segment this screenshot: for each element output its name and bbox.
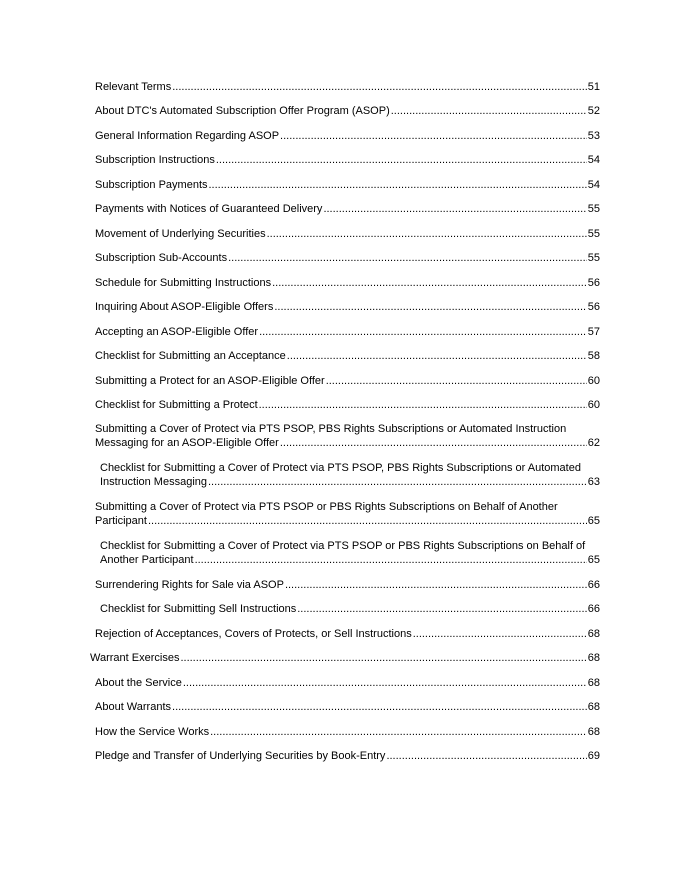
toc-entry-page: 57: [587, 326, 600, 338]
toc-entry-checklist-protect[interactable]: [95, 398, 600, 412]
toc-entry-warrant-exercises[interactable]: [90, 651, 600, 665]
toc-entry-page: 54: [587, 154, 600, 166]
toc-entry-page: 53: [587, 130, 600, 142]
dot-leader: [274, 300, 586, 314]
toc-entry-how-service-works[interactable]: [95, 725, 600, 739]
toc-entry-page: 55: [587, 252, 600, 264]
dot-leader: [280, 129, 587, 143]
dot-leader: [148, 514, 587, 528]
dot-leader: [210, 725, 587, 739]
dot-leader: [326, 374, 587, 388]
toc-entry-page: 60: [587, 399, 600, 411]
dot-leader: [209, 178, 587, 192]
dot-leader: [285, 578, 587, 592]
toc-entry-about-dtc-asop[interactable]: [95, 104, 600, 118]
dot-leader: [287, 349, 587, 363]
toc-entry-title: Rejection of Acceptances, Covers of Protects, or Sell Instructions: [95, 628, 412, 640]
dot-leader: [413, 627, 587, 641]
toc-entry-page: 51: [587, 81, 600, 93]
dot-leader: [259, 398, 587, 412]
toc-entry-rejection-of-acceptances[interactable]: [95, 627, 600, 641]
dot-leader: [259, 325, 587, 339]
dot-leader: [195, 553, 587, 567]
toc-entry-page: 66: [587, 603, 600, 615]
toc-entry-page: 55: [587, 228, 600, 240]
dot-leader: [172, 80, 587, 94]
toc-entry-page: 69: [587, 750, 600, 762]
dot-leader: [391, 104, 587, 118]
toc-entry-cover-of-protect-behalf[interactable]: [95, 500, 600, 528]
toc-entry-title: Schedule for Submitting Instructions: [95, 277, 272, 289]
toc-entry-page: 68: [587, 628, 600, 640]
toc-entry-page: 55: [587, 203, 600, 215]
toc-entry-title: Warrant Exercises: [90, 652, 180, 664]
dot-leader: [216, 153, 587, 167]
toc-entry-title-line2: Another Participant: [100, 554, 194, 566]
toc-entry-title: Subscription Instructions: [95, 154, 215, 166]
toc-entry-title: Surrendering Rights for Sale via ASOP: [95, 579, 284, 591]
dot-leader: [323, 202, 586, 216]
toc-entry-title: How the Service Works: [95, 726, 210, 738]
toc-entry-page: 58: [587, 350, 600, 362]
toc-entry-title-line1: Submitting a Cover of Protect via PTS PSOP, PBS Rights Subscriptions or Automated Instruction: [95, 423, 567, 435]
dot-leader: [183, 676, 587, 690]
toc-entry-title-line2: Participant: [95, 515, 147, 527]
toc-entry-checklist-acceptance[interactable]: [95, 349, 600, 363]
toc-entry-subscription-instructions[interactable]: [95, 153, 600, 167]
toc-entry-title: Accepting an ASOP-Eligible Offer: [95, 326, 259, 338]
dot-leader: [280, 436, 587, 450]
dot-leader: [297, 602, 587, 616]
toc-entry-page: 68: [587, 726, 600, 738]
toc-entry-title: Subscription Payments: [95, 179, 208, 191]
toc-entry-title-line1: Checklist for Submitting a Cover of Protect via PTS PSOP, PBS Rights Subscriptions or Automated: [100, 462, 581, 474]
toc-entry-title-line2: Messaging for an ASOP-Eligible Offer: [95, 437, 279, 449]
toc-entry-title: Checklist for Submitting an Acceptance: [95, 350, 286, 362]
toc-entry-schedule-submitting[interactable]: [95, 276, 600, 290]
toc-entry-page: 62: [587, 437, 600, 449]
toc-entry-page: 65: [587, 554, 600, 566]
toc-entry-title: Movement of Underlying Securities: [95, 228, 266, 240]
toc-entry-accepting-asop-offer[interactable]: [95, 325, 600, 339]
toc-entry-page: 68: [587, 677, 600, 689]
toc-entry-title: Pledge and Transfer of Underlying Securities by Book-Entry: [95, 750, 386, 762]
toc-entry-checklist-cover-of-protect[interactable]: [100, 461, 600, 489]
toc-entry-page: 54: [587, 179, 600, 191]
toc-entry-surrendering-rights[interactable]: [95, 578, 600, 592]
toc-entry-title: General Information Regarding ASOP: [95, 130, 280, 142]
toc-entry-about-the-service[interactable]: [95, 676, 600, 690]
toc-entry-page: 66: [587, 579, 600, 591]
toc-entry-checklist-sell-instructions[interactable]: [100, 602, 600, 616]
dot-leader: [172, 700, 587, 714]
toc-entry-submitting-protect[interactable]: [95, 374, 600, 388]
toc-entry-subscription-sub-accounts[interactable]: [95, 251, 600, 265]
dot-leader: [208, 475, 587, 489]
toc-entry-title: Payments with Notices of Guaranteed Delivery: [95, 203, 323, 215]
toc-entry-cover-of-protect-asop[interactable]: [95, 422, 600, 450]
toc-entry-title-line1: Checklist for Submitting a Cover of Protect via PTS PSOP or PBS Rights Subscriptions on Behalf of: [100, 540, 586, 552]
toc-entry-pledge-and-transfer[interactable]: [95, 749, 600, 763]
toc-entry-page: 68: [587, 652, 600, 664]
dot-leader: [267, 227, 587, 241]
dot-leader: [228, 251, 587, 265]
toc-entry-general-information[interactable]: [95, 129, 600, 143]
toc-entry-subscription-payments[interactable]: [95, 178, 600, 192]
toc-entry-title-line1: Submitting a Cover of Protect via PTS PSOP or PBS Rights Subscriptions on Behalf of Another: [95, 501, 558, 513]
toc-entry-about-warrants[interactable]: [95, 700, 600, 714]
toc-entry-inquiring-asop-offers[interactable]: [95, 300, 600, 314]
toc-entry-movement-underlying-securities[interactable]: [95, 227, 600, 241]
toc-entry-checklist-cover-behalf[interactable]: [100, 539, 600, 567]
toc-entry-title: About DTC's Automated Subscription Offer Program (ASOP): [95, 105, 390, 117]
toc-entry-title: Checklist for Submitting a Protect: [95, 399, 258, 411]
dot-leader: [180, 651, 586, 665]
toc-entry-page: 63: [587, 476, 600, 488]
toc-entry-title-line2: Instruction Messaging: [100, 476, 207, 488]
dot-leader: [272, 276, 587, 290]
toc-entry-title: Relevant Terms: [95, 81, 172, 93]
toc-entry-title: Submitting a Protect for an ASOP-Eligible Offer: [95, 375, 325, 387]
toc-entry-title: Subscription Sub-Accounts: [95, 252, 228, 264]
toc-entry-page: 56: [587, 277, 600, 289]
toc-entry-title: About the Service: [95, 677, 182, 689]
toc-entry-title: About Warrants: [95, 701, 172, 713]
toc-entry-page: 65: [587, 515, 600, 527]
toc-entry-title: Checklist for Submitting Sell Instructions: [100, 603, 297, 615]
toc-entry-title: Inquiring About ASOP-Eligible Offers: [95, 301, 274, 313]
toc-entry-page: 68: [587, 701, 600, 713]
toc-entry-relevant-terms[interactable]: [95, 80, 600, 94]
toc-entry-page: 52: [587, 105, 600, 117]
toc-entry-page: 60: [587, 375, 600, 387]
dot-leader: [386, 749, 586, 763]
toc-entry-payments-guaranteed-delivery[interactable]: [95, 202, 600, 216]
toc-entry-page: 56: [587, 301, 600, 313]
